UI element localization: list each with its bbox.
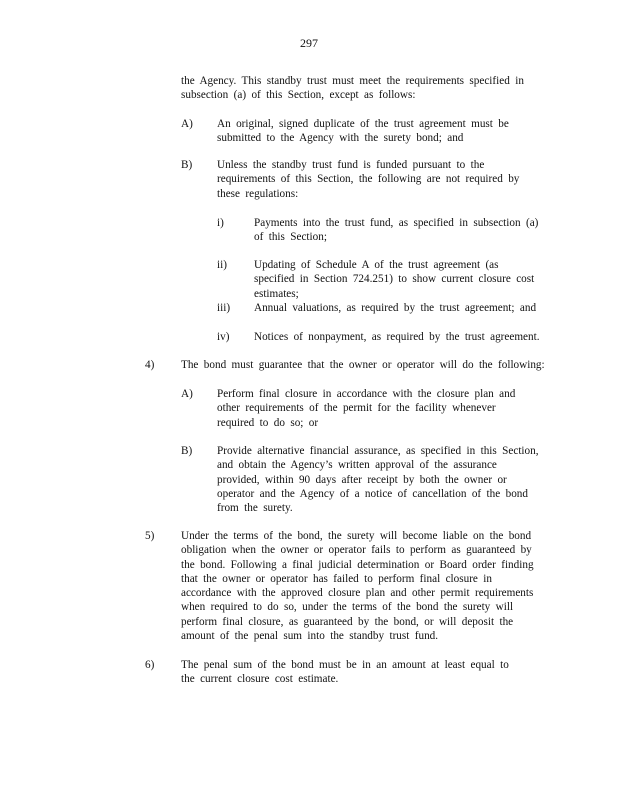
item-text: Provide alternative financial assurance, as specified in this Section, and obtain the Agency’s written approval of the assurance provided, within 90 days after receipt by both the owner or operator and the Agency of a notice of cancellation of the bond from the surety. (217, 445, 539, 515)
item-label: A) (181, 388, 193, 400)
item-label: 4) (145, 359, 155, 371)
item-text: The penal sum of the bond must be in an amount at least equal to the current closure cost estimate. (181, 659, 509, 686)
item-text: Updating of Schedule A of the trust agreement (as specified in Section 724.251) to show current closure cost estimates; (254, 259, 535, 300)
item-label: 5) (145, 530, 155, 542)
item-text: Notices of nonpayment, as required by the trust agreement. (254, 331, 540, 343)
item-text: The bond must guarantee that the owner or operator will do the following: (181, 359, 545, 371)
item-text: Unless the standby trust fund is funded pursuant to the requirements of this Section, the following are not required by these regulations: (217, 159, 520, 200)
item-text: Perform final closure in accordance with the closure plan and other requirements of the permit for the facility whenever required to do so; or (217, 388, 516, 429)
item-label: A) (181, 118, 193, 130)
item-text: Payments into the trust fund, as specified in subsection (a) of this Section; (254, 217, 539, 244)
item-text: An original, signed duplicate of the trust agreement must be submitted to the Agency with the surety bond; and (217, 118, 509, 145)
item-text: Under the terms of the bond, the surety will become liable on the bond obligation when the owner or operator fails to perform as guaranteed by the bond. Following a final judicial determination or Board order finding that the owner or operator has failed to perform final closure in accordance with the approved closure plan and other permit requirements when required to do so, under the terms of the bond the surety will perform final closure, as guaranteed by the bond, or will deposit the amount of the penal sum into the standby trust fund. (181, 530, 534, 643)
item-label: 6) (145, 659, 155, 671)
item-label: iii) (217, 302, 231, 314)
intro-paragraph: the Agency. This standby trust must meet the requirements specified in subsection (a) of this Section, except as follows: (181, 75, 524, 102)
item-label: iv) (217, 331, 230, 343)
item-label: ii) (217, 259, 227, 271)
item-label: i) (217, 217, 224, 229)
page-number: 297 (300, 36, 318, 50)
item-text: Annual valuations, as required by the trust agreement; and (254, 302, 537, 314)
item-label: B) (181, 159, 193, 171)
item-label: B) (181, 445, 193, 457)
